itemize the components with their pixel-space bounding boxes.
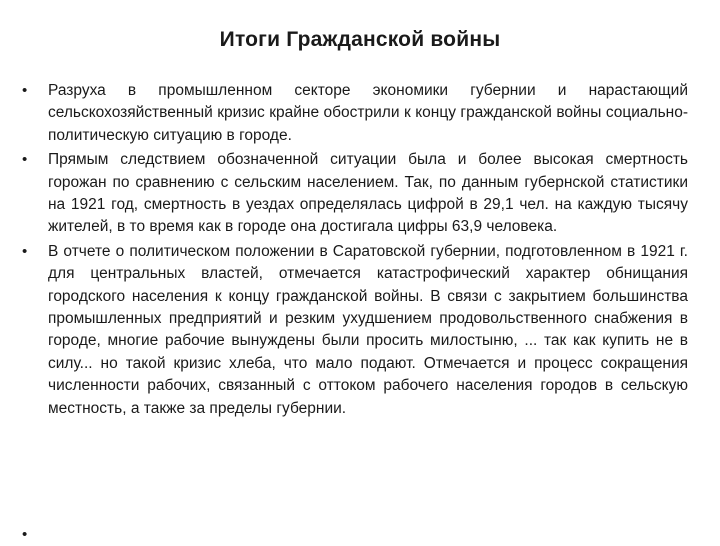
bullet-item-2 [22,149,688,239]
bullet-marker: • [22,242,28,260]
bullet-marker: • [22,82,28,99]
bullet-item-1 [22,80,688,147]
slide-title: Итоги Гражданской войны [219,28,501,51]
bullet-text-1: Разруха в промышленном секторе экономики губернии и нарастающий сельскохозяйственный кризис крайне обострили к концу гражданской войны социально-политическую ситуацию в городе. [48,82,688,144]
bullet-text-3: В отчете о политическом положении в Саратовской губернии, подготовленном в 1921 г. для центральных властей, отмечается катастрофический характер обнищания городского населения к концу гражданской войны. В связи с закрытием большинства промышленных предприятий и резким ухудшением продовольственного снабжения в городе, многие рабочие вынуждены были просить милостыню, ... так как купить не в силу... но такой кризис хлеба, что мало подают. Отмечается и процесс сокращения численности рабочих, связанный с оттоком рабочего населения городов в сельскую местность, а также за пределы губернии. [48,242,688,417]
bullet-list [22,80,688,422]
bullet-item-3 [22,241,688,420]
bullet-text-2: Прямым следствием обозначенной ситуации была и более высокая смертность горожан по сравнению с сельским населением. Так, по данным губернской статистики на 1921 год, смертность в уездах определялась цифрой в 29,1 чел. на каждую тысячу жителей, в то время как в городе она достигала цифры 63,9 человека. [48,151,688,236]
bullet-marker: • [22,151,28,169]
bullet-marker: • [22,526,28,543]
